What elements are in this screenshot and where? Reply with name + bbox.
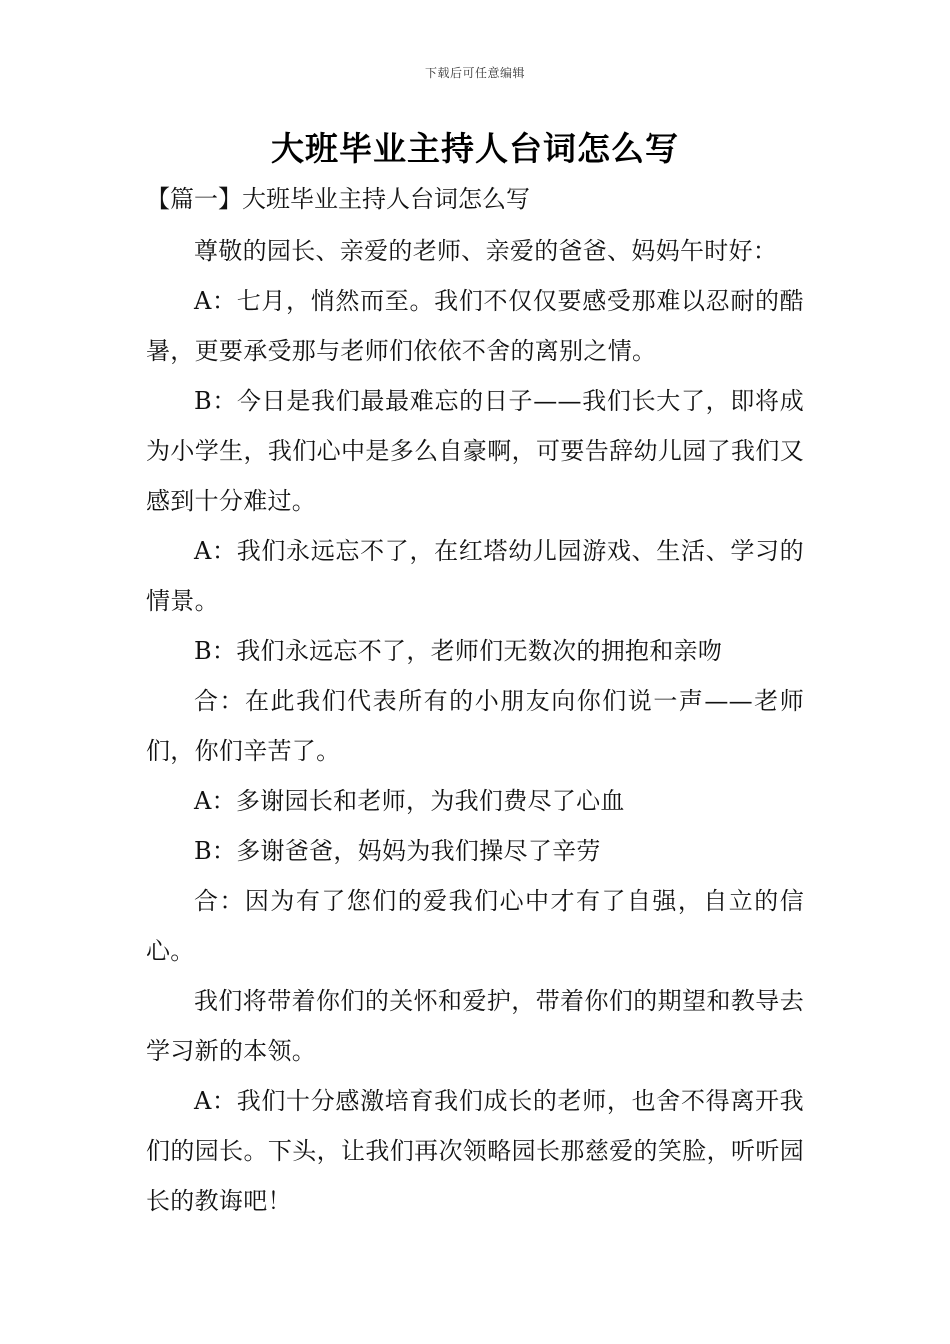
paragraph: 合：因为有了您们的爱我们心中才有了自强，自立的信心。 [146,887,804,965]
paragraph-greeting: 尊敬的园长、亲爱的老师、亲爱的爸爸、妈妈午时好： [194,237,778,265]
paragraph: B：今日是我们最最难忘的日子——我们长大了，即将成为小学生，我们心中是多么自豪啊，可要告辞幼儿园了我们又感到十分难过。 [146,387,804,515]
document-body [146,176,804,1226]
section-heading: 【篇一】大班毕业主持人台词怎么写 [146,185,530,213]
paragraph: A：我们永远忘不了，在红塔幼儿园游戏、生活、学习的情景。 [146,537,804,615]
document-title: 大班毕业主持人台词怎么写 [271,129,679,168]
paragraph: 我们将带着你们的关怀和爱护，带着你们的期望和教导去学习新的本领。 [146,987,804,1065]
paragraph: 合：在此我们代表所有的小朋友向你们说一声——老师们，你们辛苦了。 [146,687,804,765]
header-note: 下载后可任意编辑 [424,66,525,80]
paragraph: B：多谢爸爸，妈妈为我们操尽了辛劳 [194,837,601,865]
paragraph: A：多谢园长和老师，为我们费尽了心血 [194,787,625,815]
paragraph: A：七月，悄然而至。我们不仅仅要感受那难以忍耐的酷暑，更要承受那与老师们依依不舍的离别之情。 [146,287,804,365]
paragraph: B：我们永远忘不了，老师们无数次的拥抱和亲吻 [194,637,723,665]
paragraph: A：我们十分感激培育我们成长的老师，也舍不得离开我们的园长。下头，让我们再次领略园长那慈爱的笑脸，听听园长的教诲吧！ [146,1087,804,1215]
